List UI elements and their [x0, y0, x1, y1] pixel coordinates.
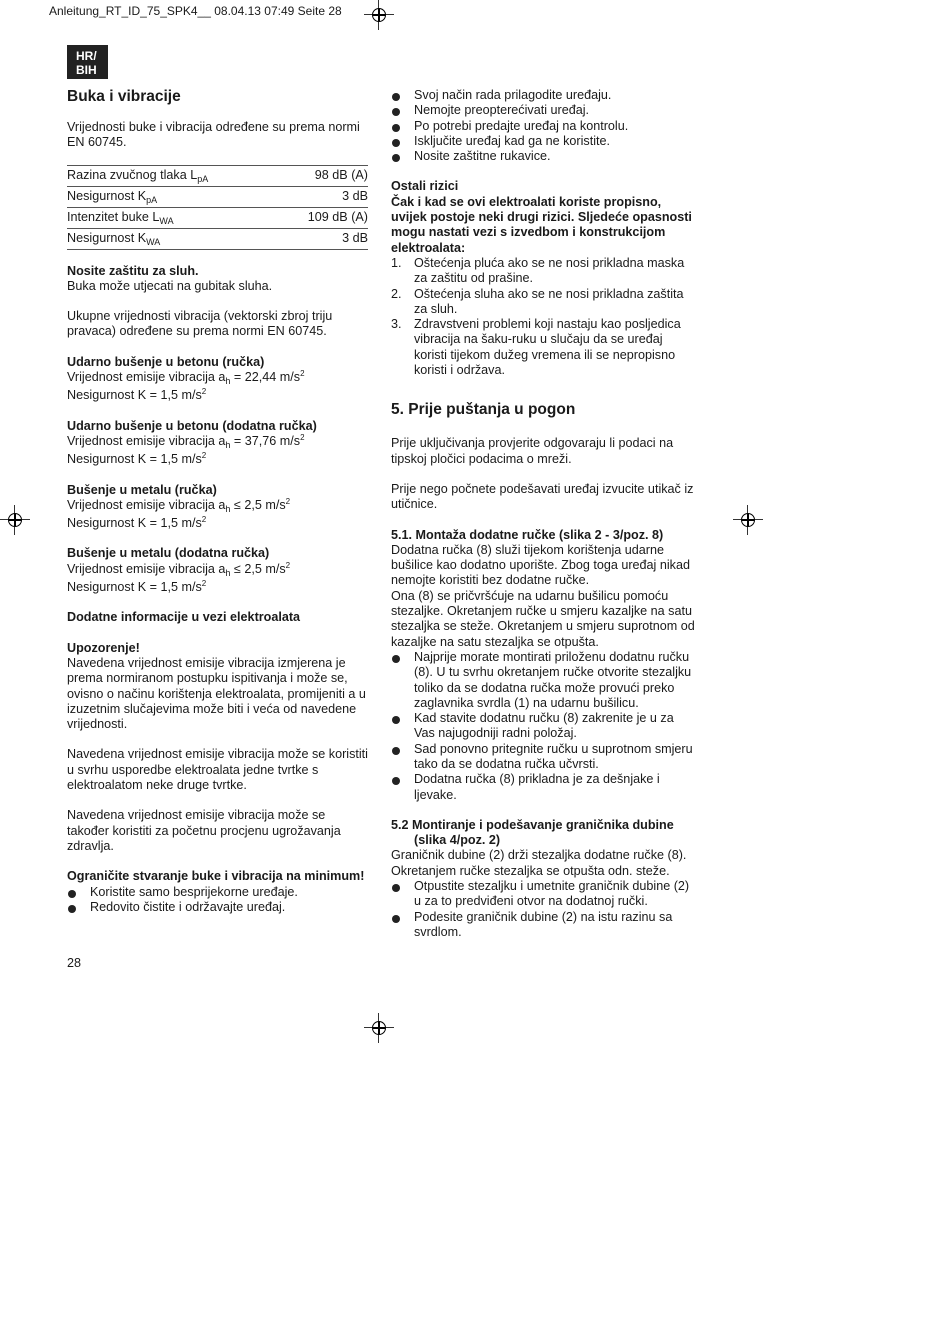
list-item: Po potrebi predajte uređaj na kontrolu. [391, 119, 696, 134]
list-item: Podesite graničnik dubine (2) na istu razinu sa svrdlom. [391, 910, 696, 941]
subsection-heading-5-1: 5.1. Montaža dodatne ručke (slika 2 - 3/poz. 8) [391, 527, 664, 542]
warning-heading: Upozorenje! [67, 640, 140, 655]
vibration-block [67, 546, 369, 595]
registration-mark-bottom [364, 1013, 394, 1043]
limit-heading: Ograničite stvaranje buke i vibracija na minimum! [67, 869, 365, 884]
section-heading-5: 5. Prije puštanja u pogon [391, 401, 576, 419]
list-item: Sad ponovno pritegnite ručku u suprotnom smjeru tako da se dodatna ručka učvrsti. [391, 742, 696, 773]
section-title: Buka i vibracije [67, 88, 181, 105]
right-column [391, 88, 696, 940]
paragraph: Dodatna ručka (8) služi tijekom korištenja udarne bušilice kao dodatno uporište. Zbog toga uređaj nikad nemojte koristiti bez dodatne ručke. [391, 542, 690, 588]
list-item: 1. Oštećenja pluća ako se ne nosi prikladna maska za zaštitu od prašine. [391, 255, 685, 286]
table-cell-label: Nesigurnost $K_{pA}$ [67, 186, 278, 207]
list-item: Kad stavite dodatnu ručku (8) zakrenite je u za Vas najugodniji radni položaj. [391, 711, 696, 742]
handle-steps-list [391, 650, 696, 803]
list-item: Nemojte preopterećivati uređaj. [391, 103, 696, 118]
registration-mark-left [0, 505, 30, 535]
vibration-block [67, 355, 369, 404]
vibration-intro: Ukupne vrijednosti vibracija (vektorski zbroj triju pravaca) određene su prema normi EN 60745. [67, 309, 333, 339]
table-cell-value: 3 dB [278, 228, 368, 249]
list-item: Otpustite stezaljku i umetnite graničnik dubine (2) u za to predviđeni otvor na dodatnoj ručki. [391, 879, 696, 910]
residual-risks-heading: Ostali rizici [391, 179, 459, 194]
residual-risks-list [391, 256, 696, 378]
table-cell-label: Razina zvučnog tlaka $L_{pA}$ [67, 165, 278, 186]
vibration-uncertainty: Nesigurnost K = 1,5 $m/s^2$ [67, 451, 207, 467]
limit-list [67, 885, 369, 916]
depth-stop-steps-list [391, 879, 696, 940]
residual-risks-intro: Čak i kad se ovi elektroalati koriste propisno, uvijek postoje neki drugi rizici. Sljedeće opasnosti mogu nastati vezi s izvedbom i konstrukcijom elektroalata: [391, 194, 692, 255]
table-cell-label: Intenzitet buke $L_{WA}$ [67, 207, 278, 228]
page-number: 28 [67, 956, 82, 970]
subsection-heading-5-2: 5.2 Montiranje i podešavanje graničnika dubine [391, 817, 674, 832]
list-item: Koristite samo besprijekorne uređaje. [67, 885, 369, 900]
warning-paragraph: Navedena vrijednost emisije vibracija izmjerena je prema normiranom postupku ispitivanja i može se, ovisno o načinu korištenja elektroalata, promijeniti a u izuzetnim slučajevima može biti i veća od navedene vrijednosti. [67, 655, 366, 732]
ear-protection-heading: Nosite zaštitu za sluh. [67, 263, 199, 278]
language-tag [67, 45, 108, 79]
paragraph: Graničnik dubine (2) drži stezaljka dodatne ručke (8). Okretanjem ručke stezaljka se otpušta odn. steže. [391, 848, 687, 878]
warning-paragraph: Navedena vrijednost emisije vibracija može se također koristiti za početnu procjenu ugrožavanja zdravlja. [67, 808, 341, 853]
list-item: Nosite zaštitne rukavice. [391, 149, 696, 164]
list-item: 3. Zdravstveni problemi koji nastaju kao posljedica vibracija na šaku-ruku u slučaju da se uređaj koristi tijekom dužeg vremena ili se nepropisno koristi i održava. [391, 317, 681, 378]
list-item: Redovito čistite i održavajte uređaj. [67, 900, 369, 915]
table-cell-value: 98 dB (A) [278, 165, 368, 186]
table-cell-value: 3 dB [278, 186, 368, 207]
paragraph: Prije nego počnete podešavati uređaj izvucite utikač iz utičnice. [391, 481, 694, 512]
registration-mark-right [733, 505, 763, 535]
list-item: Najprije morate montirati priloženu dodatnu ručku (8). U tu svrhu okretanjem ručke otvorite stezaljku toliko da se dodatna ručka može provući preko zaglavnika svrdla (1) na udarnu bušilicu. [391, 650, 696, 711]
ear-protection-text: Buka može utjecati na gubitak sluha. [67, 278, 273, 293]
table-row [67, 186, 368, 207]
extra-info-heading: Dodatne informacije u vezi elektroalata [67, 610, 301, 625]
registration-mark-top [364, 0, 394, 30]
table-row [67, 228, 368, 249]
vibration-emission: Vrijednost emisije vibracija $a_h = 37,76$ $m/s^2$ [67, 432, 305, 450]
table-row [67, 165, 368, 186]
noise-spec-table [67, 165, 368, 250]
intro-text: Vrijednosti buke i vibracija određene su prema normi EN 60745. [67, 120, 360, 150]
language-tag-line1: HR/ [76, 49, 97, 63]
vibration-block [67, 483, 369, 532]
list-item: Dodatna ručka (8) prikladna je za dešnjake i ljevake. [391, 772, 696, 803]
subsection-heading-5-2-ref: (slika 4/poz. 2) [414, 833, 501, 848]
paragraph: Ona (8) se pričvršćuje na udarnu bušilicu pomoću stezaljke. Okretanjem ručke u smjeru kazaljke na satu stezaljka se steže. Okretanjem u smjeru suprotnom od kazaljke na satu stezaljka se otpušta. [391, 588, 695, 649]
warning-paragraph: Navedena vrijednost emisije vibracija može se koristiti u svrhu usporedbe elektroalata jedne tvrtke s elektroalatom neke druge tvrtke. [67, 747, 368, 793]
vibration-uncertainty: Nesigurnost K = 1,5 $m/s^2$ [67, 387, 207, 403]
vibration-emission: Vrijednost emisije vibracija $a_h = 22,44$ $m/s^2$ [67, 368, 305, 387]
table-cell-label: Nesigurnost $K_{WA}$ [67, 228, 278, 249]
table-cell-value: 109 dB (A) [278, 207, 368, 228]
print-header: Anleitung_RT_ID_75_SPK4__ 08.04.13 07:49 Seite 28 [49, 4, 342, 18]
list-item: 2. Oštećenja sluha ako se ne nosi prikladna zaštita za sluh. [391, 286, 684, 316]
list-item: Svoj način rada prilagodite uređaju. [391, 88, 696, 103]
vibration-heading: Udarno bušenje u betonu (ručka) [67, 354, 265, 369]
language-tag-line2: BIH [76, 63, 97, 77]
vibration-uncertainty: Nesigurnost K = 1,5 $m/s^2$ [67, 578, 207, 595]
vibration-heading: Bušenje u metalu (dodatna ručka) [67, 546, 270, 561]
vibration-emission: Vrijednost emisije vibracija $a_h \le 2,5$ $m/s^2$ [67, 496, 291, 514]
table-row [67, 207, 368, 228]
vibration-heading: Udarno bušenje u betonu (dodatna ručka) [67, 418, 317, 433]
vibration-heading: Bušenje u metalu (ručka) [67, 482, 217, 497]
vibration-block [67, 419, 369, 468]
left-column [67, 88, 369, 915]
vibration-uncertainty: Nesigurnost K = 1,5 $m/s^2$ [67, 514, 207, 531]
vibration-emission: Vrijednost emisije vibracija $a_h \le 2,5$ $m/s^2$ [67, 560, 291, 578]
usage-tips-list [391, 88, 696, 164]
paragraph: Prije uključivanja provjerite odgovaraju li podaci na tipskoj pločici podacima o mreži. [391, 436, 674, 466]
list-item: Isključite uređaj kad ga ne koristite. [391, 134, 696, 149]
